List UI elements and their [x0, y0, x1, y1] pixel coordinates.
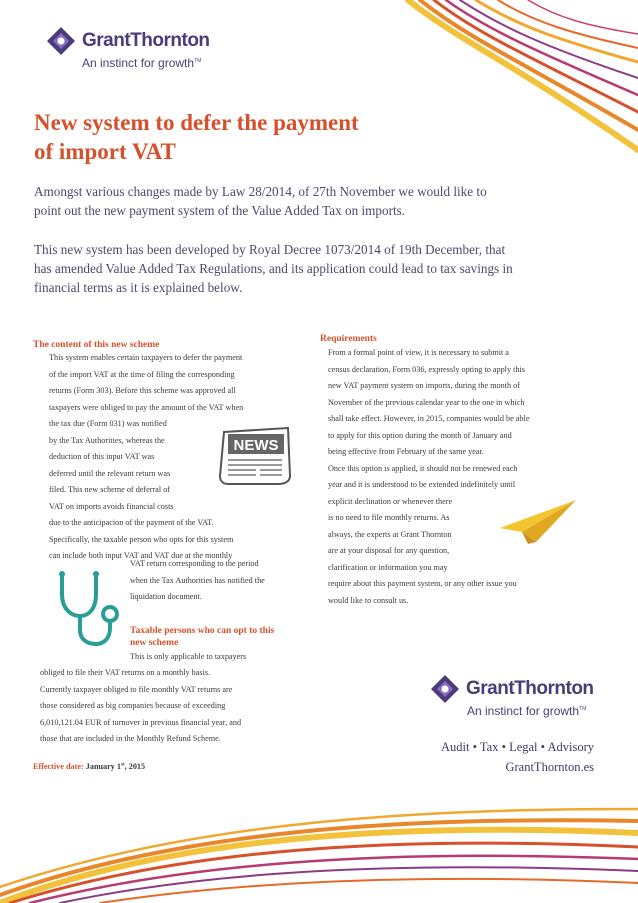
body-text-line: taxpayers were obliged to pay the amount of the VAT when — [49, 402, 244, 412]
section-heading-requirements: Requirements — [320, 334, 377, 344]
body-text-line: 6,010,121.04 EUR of turnover in previous financial year, and — [40, 717, 242, 727]
body-text-line: can include both input VAT and VAT due at the monthly — [49, 551, 233, 560]
footer-services — [441, 737, 594, 777]
logo-tagline: An instinct for growth™ — [82, 56, 202, 70]
decorative-swoosh-top — [338, 0, 638, 200]
logo-name: GrantThornton — [82, 30, 210, 51]
body-text-line: Specifically, the taxable person who opts for this system — [49, 534, 234, 544]
intro-paragraph-2: This new system has been developed by Royal Decree 1073/2014 of 19th December, that has amended Value Added Tax Regulations, and its application could lead to tax savings in financial terms as it is explained below. — [34, 242, 513, 295]
body-text-line: those that are included in the Monthly Refund Scheme. — [40, 734, 221, 743]
body-text-line: Once this option is applied, it should not be renewed each — [328, 463, 518, 473]
body-text-line: explicit declination or whenever there — [328, 496, 453, 506]
body-text-line: liquidation document. — [130, 592, 202, 601]
body-text-line: This system enables certain taxpayers to defer the payment — [49, 353, 243, 362]
grant-thornton-logo-top — [46, 26, 210, 70]
newspaper-icon — [218, 424, 298, 486]
body-text-line: would like to consult us. — [328, 595, 409, 605]
intro-paragraph-1: Amongst various changes made by Law 28/2014, of 27th November we would like to point out the new payment system of the Value Added Tax on imports. — [34, 184, 487, 218]
section-heading-taxable-persons: Taxable persons who can opt to this new scheme — [130, 626, 275, 648]
svg-text:NEWS: NEWS — [233, 437, 279, 454]
body-text-line: by the Tax Authorities, whereas the — [49, 435, 165, 445]
body-text-line: are at your disposal for any question, — [328, 546, 450, 555]
body-text-line: VAT on imports avoids financial costs — [49, 501, 174, 511]
body-text-line: From a formal point of view, it is necessary to submit a — [328, 348, 509, 357]
body-text-line: VAT return corresponding to the period — [130, 559, 259, 568]
body-text-line: is no need to file monthly returns. As — [328, 513, 450, 522]
body-text-line: census declaration, Form 036, expressly opting to apply this — [328, 364, 525, 374]
body-text-line: deferred until the relevant return was — [49, 468, 171, 478]
body-text-line: due to the anticipacion of the payment of the VAT. — [49, 518, 214, 527]
body-text-line: require about this payment system, or any other issue you — [328, 579, 517, 588]
body-text-line: clarification or information you may — [328, 562, 448, 572]
body-text-line: Currently taxpayer obliged to file monthly VAT returns are — [40, 684, 233, 694]
body-text-line: returns (Form 303). Before this scheme was approved all — [49, 386, 236, 395]
body-text-line: being effective from February of the same year. — [328, 447, 484, 456]
decorative-swoosh-bottom — [0, 793, 638, 903]
section-heading-content: The content of this new scheme — [33, 340, 160, 350]
body-text-line: to apply for this option during the month of January and — [328, 430, 512, 440]
left-column-text-b — [130, 556, 265, 606]
grant-thornton-mark-icon — [430, 674, 460, 704]
left-column-text-c — [130, 649, 246, 666]
page-title: New system to defer the payment of import VAT — [34, 110, 359, 164]
logo-name: GrantThornton — [466, 678, 594, 699]
grant-thornton-mark-icon — [46, 26, 76, 56]
right-column-text — [328, 345, 529, 609]
body-text-line: of the import VAT at the time of filing the corresponding — [49, 369, 235, 379]
body-text-line: those considered as big companies because of exceeding — [40, 701, 226, 710]
website-link[interactable]: GrantThornton.es — [505, 760, 594, 774]
body-text-line: shall take effect. However, in 2015, companies would be able — [328, 414, 530, 423]
body-text-line: filed. This new scheme of deferral of — [49, 485, 171, 494]
body-text-line: deduction of this input VAT was — [49, 452, 155, 461]
body-text-line: This is only applicable to taxpayers — [130, 652, 247, 661]
body-text-line: always, the experts at Grant Thornton — [328, 529, 452, 539]
body-text-line: new VAT payment system on imports, during the month of — [328, 381, 520, 390]
grant-thornton-logo-bottom — [430, 674, 594, 718]
left-column-text — [49, 350, 243, 565]
stethoscope-icon — [52, 570, 122, 650]
body-text-line: when the Tax Authorities has notified the — [130, 575, 265, 585]
body-text-line: November of the previous calendar year to the one in which — [328, 397, 525, 407]
body-text-line: year and it is understood to be extended indefinitely until — [328, 480, 516, 489]
body-text-line: obliged to file their VAT returns on a monthly basis. — [40, 668, 211, 677]
body-text-line: the tax due (Form 031) was notified — [49, 419, 167, 428]
left-column-text-d — [40, 665, 241, 748]
logo-tagline: An instinct for growth™ — [467, 704, 587, 718]
paper-plane-icon — [498, 498, 578, 546]
services-list: Audit • Tax • Legal • Advisory — [441, 740, 594, 754]
effective-date: Effective date: January 1st, 2015 — [33, 762, 146, 771]
